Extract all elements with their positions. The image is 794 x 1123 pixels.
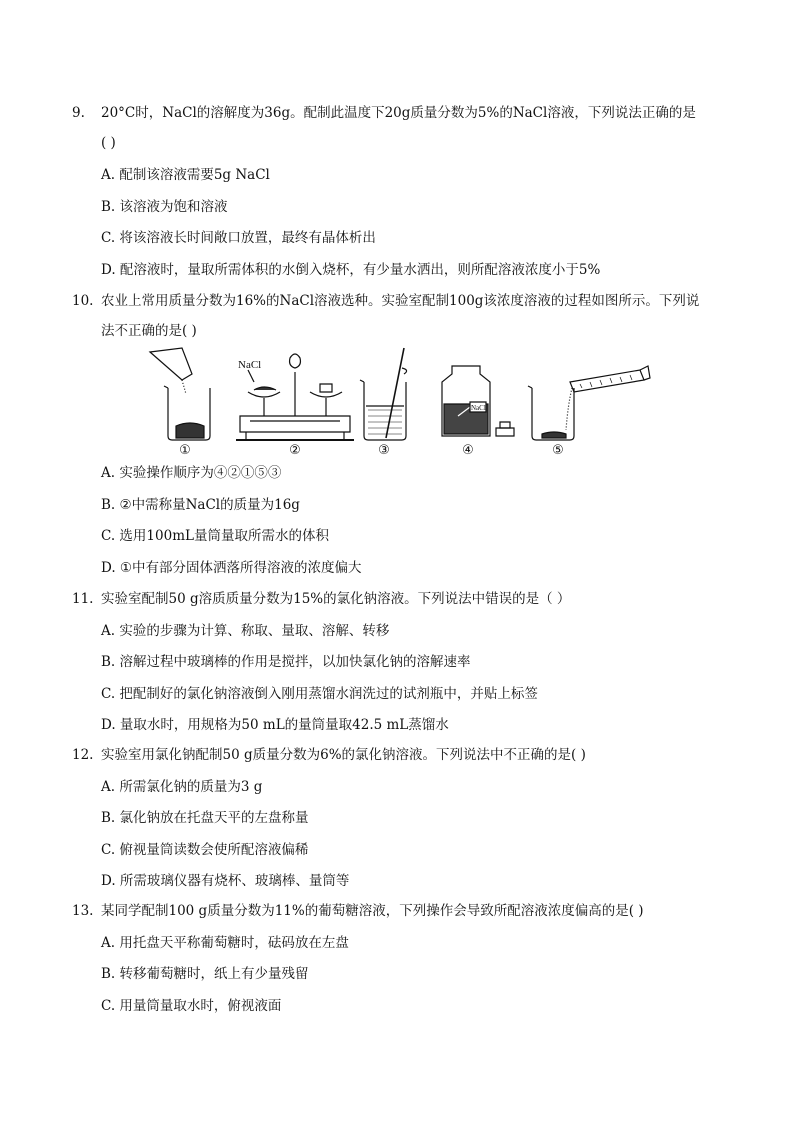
question-11-option-b: B. 溶解过程中玻璃棒的作用是搅拌，以加快氯化钠的溶解速率 (101, 654, 471, 670)
question-12-option-a: A. 所需氯化钠的质量为3 g (101, 779, 263, 795)
question-13-stem: 某同学配制100 g质量分数为11%的葡萄糖溶液，下列操作会导致所配溶液浓度偏高的是( ) (101, 903, 644, 919)
question-9-option-a: A. 配制该溶液需要5g NaCl (101, 167, 270, 183)
question-12-option-d: D. 所需玻璃仪器有烧杯、玻璃棒、量筒等 (101, 873, 350, 889)
question-9-stem-line-2: ( ) (101, 135, 116, 151)
question-9-option-d: D. 配溶液时，量取所需体积的水倒入烧杯，有少量水洒出，则所配溶液浓度小于5% (101, 262, 601, 278)
question-11-option-a: A. 实验的步骤为计算、称取、量取、溶解、转移 (101, 623, 390, 639)
step-4-reagent-bottle (442, 366, 514, 436)
nacl-label: NaCl (238, 359, 262, 371)
question-10-option-d: D. ①中有部分固体洒落所得溶液的浓度偏大 (101, 560, 362, 576)
question-10-option-c: C. 选用100mL量筒量取所需水的体积 (101, 528, 329, 544)
bottle-nacl-label: NaCl (471, 404, 486, 412)
question-11-number: 11. (72, 591, 94, 607)
question-9-stem-line-1: 20°C时，NaCl的溶解度为36g。配制此温度下20g质量分数为5%的NaCl溶液，下列说法正确的是 (101, 105, 696, 121)
step-1-pour-solid (150, 348, 210, 440)
step-1-label: ① (179, 443, 191, 458)
question-12-stem: 实验室用氯化钠配制50 g质量分数为6%的氯化钠溶液。下列说法中不正确的是( ) (101, 747, 586, 763)
question-10-option-b: B. ②中需称量NaCl的质量为16g (101, 497, 300, 513)
question-13-option-b: B. 转移葡萄糖时，纸上有少量残留 (101, 966, 309, 982)
question-10-option-a: A. 实验操作顺序为④②①⑤③ (101, 465, 282, 481)
step-2-label: ② (289, 443, 301, 458)
question-10-number: 10. (72, 293, 94, 309)
question-9-number: 9. (72, 105, 85, 121)
step-5-label: ⑤ (552, 443, 564, 458)
question-13-number: 13. (72, 903, 94, 919)
question-12-option-b: B. 氯化钠放在托盘天平的左盘称量 (101, 810, 309, 826)
question-13-option-c: C. 用量筒量取水时，俯视液面 (101, 998, 282, 1014)
question-12-option-c: C. 俯视量筒读数会使所配溶液偏稀 (101, 842, 309, 858)
question-13-option-a: A. 用托盘天平称葡萄糖时，砝码放在左盘 (101, 935, 349, 951)
step-5-pour-water (528, 366, 650, 440)
step-3-dissolve (360, 348, 407, 440)
question-9-option-c: C. 将该溶液长时间敞口放置，最终有晶体析出 (101, 230, 376, 246)
solution-preparation-figure (140, 344, 660, 458)
step-4-label: ④ (462, 443, 474, 458)
step-3-label: ③ (378, 443, 390, 458)
question-9-option-b: B. 该溶液为饱和溶液 (101, 199, 228, 215)
question-12-number: 12. (72, 747, 94, 763)
question-11-option-c: C. 把配制好的氯化钠溶液倒入刚用蒸馏水润洗过的试剂瓶中，并贴上标签 (101, 686, 538, 702)
question-11-stem: 实验室配制50 g溶质质量分数为15%的氯化钠溶液。下列说法中错误的是（ ） (101, 591, 571, 607)
question-10-stem-line-2: 法不正确的是( ) (101, 323, 197, 339)
question-10-stem-line-1: 农业上常用质量分数为16%的NaCl溶液选种。实验室配制100g该浓度溶液的过程如图所示。下列说 (101, 293, 700, 309)
question-11-option-d: D. 量取水时，用规格为50 mL的量筒量取42.5 mL蒸馏水 (101, 717, 449, 733)
